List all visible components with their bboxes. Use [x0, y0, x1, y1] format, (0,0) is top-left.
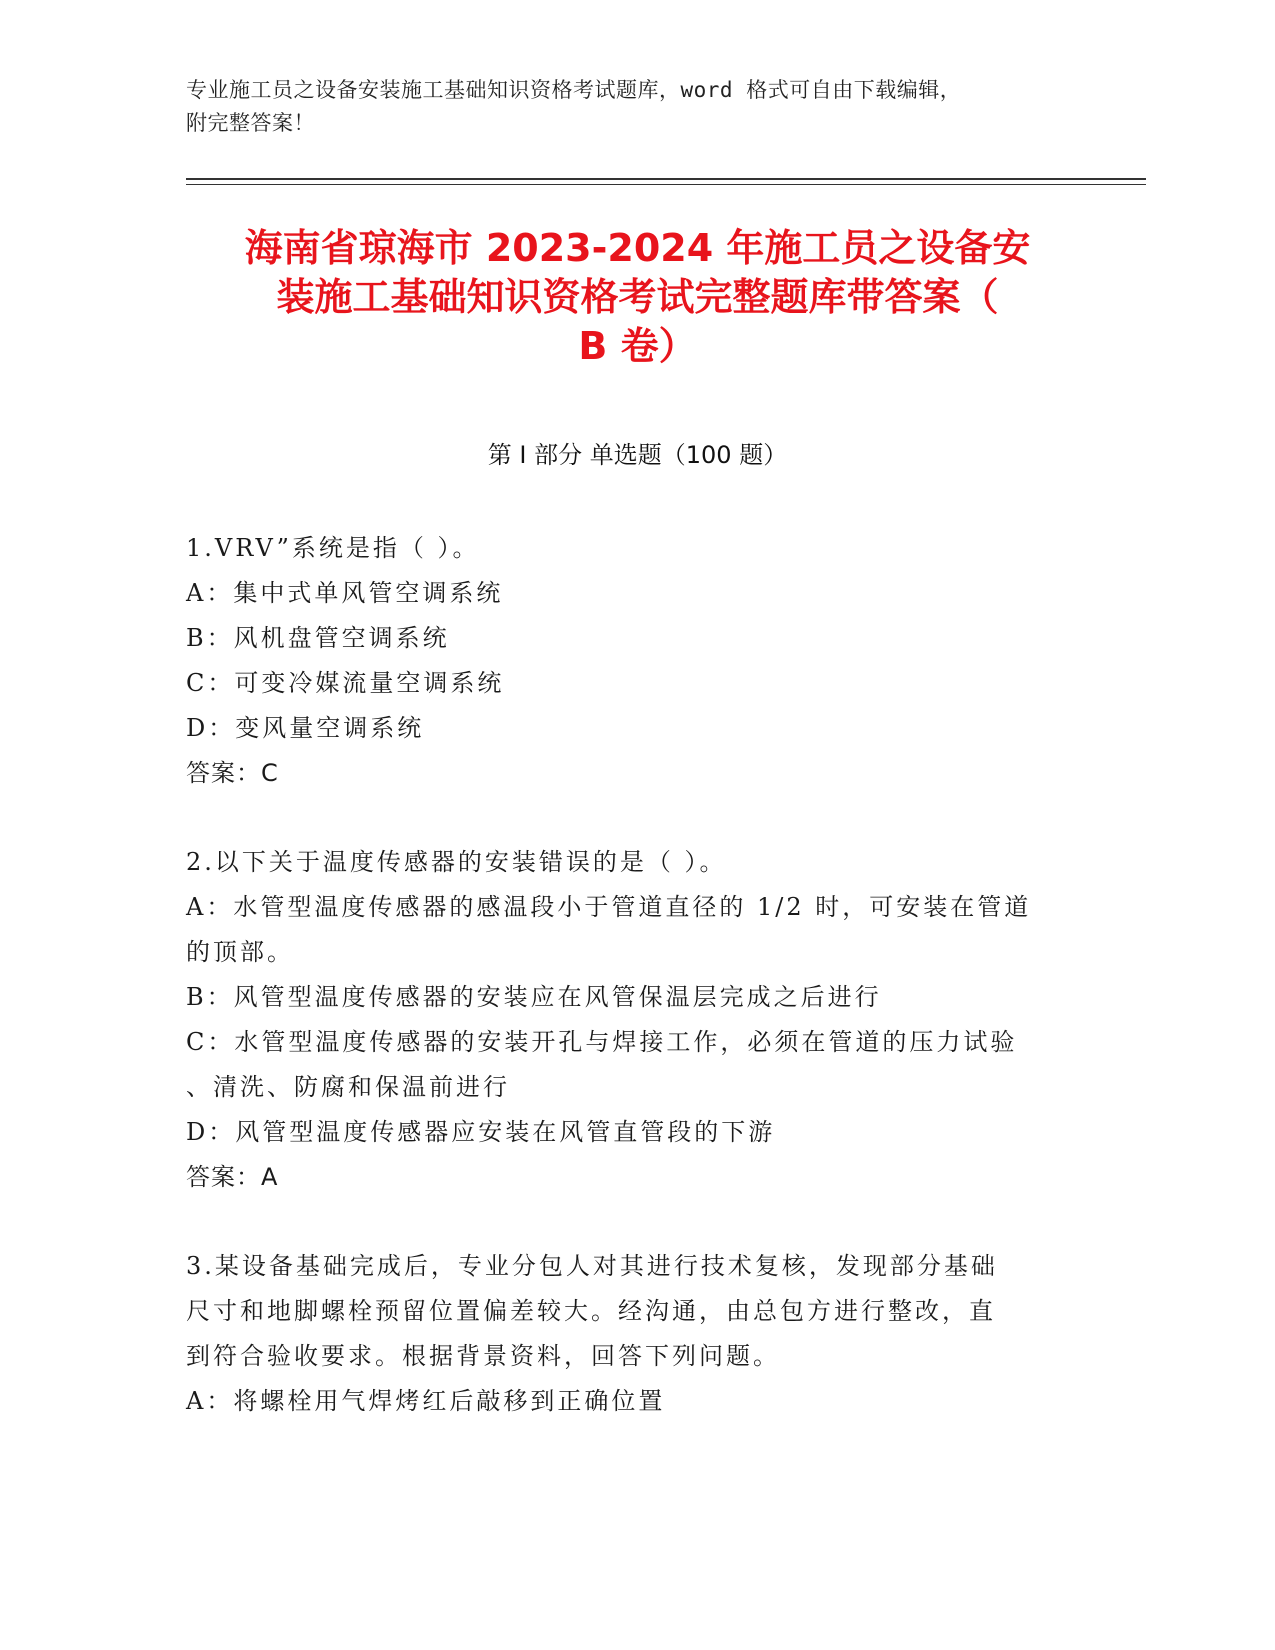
document-title	[186, 224, 1089, 371]
question-option: D：变风量空调系统	[186, 714, 425, 742]
header-note-line-1: 专业施工员之设备安装施工基础知识资格考试题库，word 格式可自由下载编辑，	[186, 78, 962, 102]
question-option: A：集中式单风管空调系统	[186, 579, 504, 607]
question-block	[186, 526, 1106, 796]
question-block	[186, 840, 1106, 1200]
header-divider-thick	[186, 178, 1146, 180]
header-note-line-2: 附完整答案！	[186, 111, 315, 135]
header-note	[186, 74, 1086, 140]
question-stem: 尺寸和地脚螺栓预留位置偏差较大。经沟通，由总包方进行整改，直	[186, 1297, 996, 1325]
question-option: C：水管型温度传感器的安装开孔与焊接工作，必须在管道的压力试验	[186, 1028, 1018, 1056]
question-option: 的顶部。	[186, 938, 294, 966]
question-option: B：风管型温度传感器的安装应在风管保温层完成之后进行	[186, 983, 882, 1011]
section-title: 第 I 部分 单选题（100 题）	[487, 441, 788, 469]
question-stem: 1.VRV”系统是指（ ）。	[186, 534, 480, 562]
question-option: 、清洗、防腐和保温前进行	[186, 1073, 510, 1101]
question-option: D：风管型温度传感器应安装在风管直管段的下游	[186, 1118, 776, 1146]
document-title-line-1: 海南省琼海市 2023-2024 年施工员之设备安	[244, 226, 1031, 270]
question-stem: 到符合验收要求。根据背景资料，回答下列问题。	[186, 1342, 780, 1370]
question-answer: 答案：A	[186, 1163, 279, 1191]
question-answer: 答案：C	[186, 759, 279, 787]
question-stem: 2.以下关于温度传感器的安装错误的是（ ）。	[186, 848, 727, 876]
question-option: B：风机盘管空调系统	[186, 624, 450, 652]
question-option: A：水管型温度传感器的感温段小于管道直径的 1/2 时，可安装在管道	[186, 893, 1032, 921]
document-title-line-2: 装施工基础知识资格考试完整题库带答案（	[276, 275, 999, 319]
question-stem: 3.某设备基础完成后，专业分包人对其进行技术复核，发现部分基础	[186, 1252, 998, 1280]
header-divider-thin	[186, 184, 1146, 185]
question-option: C：可变冷媒流量空调系统	[186, 669, 505, 697]
question-list	[186, 526, 1106, 1468]
document-title-line-3: B 卷）	[578, 324, 697, 368]
question-block	[186, 1244, 1106, 1424]
question-option: A：将螺栓用气焊烤红后敲移到正确位置	[186, 1387, 666, 1415]
